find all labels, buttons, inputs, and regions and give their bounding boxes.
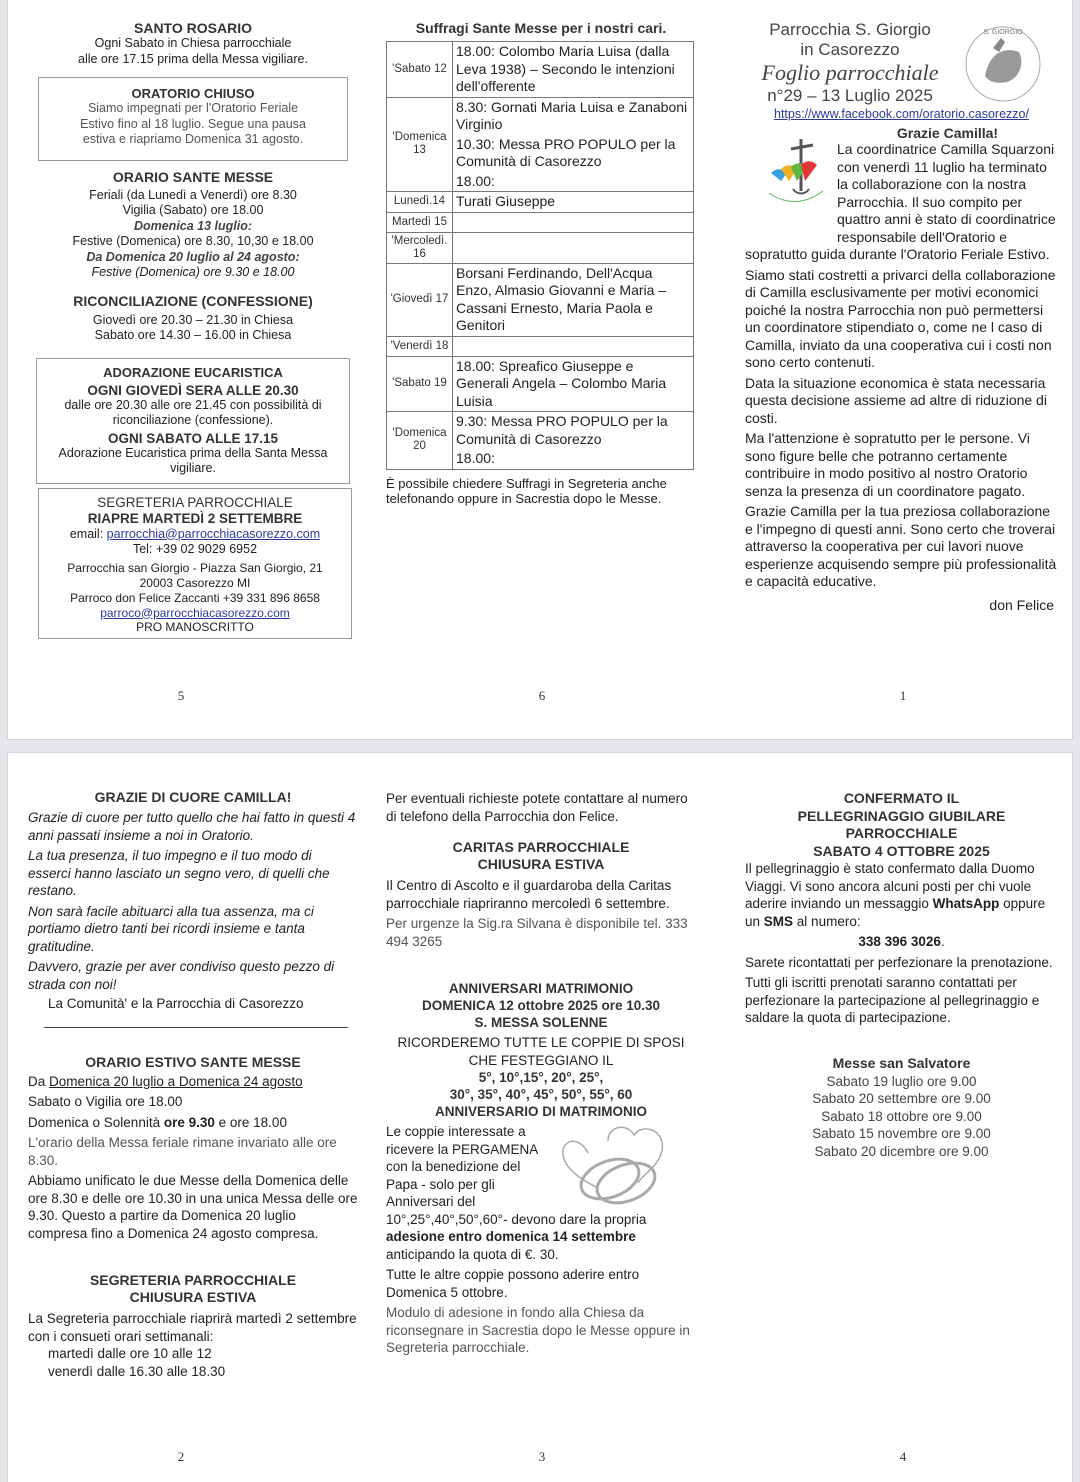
suffragi-day: 'Sabato 12 xyxy=(387,42,453,98)
suffragi-intentions xyxy=(453,97,694,192)
caritas-title: CARITAS PARROCCHIALE xyxy=(452,839,630,855)
pellegrinaggio-text2: Sarete ricontattati per perfezionare la prenotazione. xyxy=(745,954,1053,970)
salvatore-date: Sabato 20 settembre ore 9.00 xyxy=(812,1091,991,1106)
suffragi-title: Suffragi Sante Messe per i nostri cari. xyxy=(415,20,667,36)
leaflet-sheet-bottom xyxy=(7,752,1073,1482)
orario-estivo-domenica xyxy=(28,1114,358,1132)
orario-feriali: Feriali (da Lunedì a Venerdì) ore 8.30 xyxy=(89,187,297,202)
caritas-subtitle: CHIUSURA ESTIVA xyxy=(477,856,605,872)
sms-label: SMS xyxy=(763,913,794,929)
article-paragraph: Ma l'attenzione è sopratutto per le persone. Vi sono figure belle che potranno certamente contribuire in modo positivo al nostro Oratorio senza la presenza di un coordinatore pagato. xyxy=(745,430,1030,499)
suffragi-day: 'Mercoledì. 16 xyxy=(387,232,453,263)
orario-vigilia: Vigilia (Sabato) ore 18.00 xyxy=(122,203,264,217)
issue-number: n°29 – 13 Luglio 2025 xyxy=(767,86,933,105)
adorazione-giovedi-text: dalle ore 20.30 alle ore 21.45 con possibilità di riconciliazione (confessione). xyxy=(64,397,322,427)
pergamena-years: 10°,25°,40°,50°,60°- devono dare la propria xyxy=(386,1211,647,1227)
salvatore-title: Messe san Salvatore xyxy=(832,1054,971,1071)
suffragi-day: 'Domenica 13 xyxy=(387,97,453,192)
suffragi-entry: 8.30: Gornati Maria Luisa e Zanaboni Virginio xyxy=(456,98,688,132)
salvatore-date: Sabato 15 novembre ore 9.00 xyxy=(812,1126,991,1141)
suffragi-day: 'Sabato 19 xyxy=(387,356,453,412)
suffragi-row xyxy=(387,232,694,263)
riconciliazione-title: RICONCILIAZIONE (CONFESSIONE) xyxy=(73,292,313,309)
segreteria-riapre: RIAPRE MARTEDÌ 2 SETTEMBRE xyxy=(87,510,303,526)
jubilee-logo-icon xyxy=(757,133,835,211)
adorazione-sabato: OGNI SABATO ALLE 17.15 xyxy=(107,430,279,446)
suffragi-row xyxy=(387,263,694,336)
orario-estate-text: Festive (Domenica) ore 9.30 e 18.00 xyxy=(91,265,295,279)
adesione-quota: anticipando la quota di €. 30. xyxy=(386,1246,559,1262)
oratorio-line: estiva e riapriamo Domenica 31 agosto. xyxy=(82,132,304,146)
suffragi-entry xyxy=(456,338,690,355)
rosario-line: alle ore 17.15 prima della Messa vigiliare. xyxy=(78,51,308,66)
suffragi-intentions xyxy=(453,42,694,98)
page-6 xyxy=(386,0,696,739)
grazie-title: GRAZIE DI CUORE CAMILLA! xyxy=(94,789,292,805)
pellegrinaggio-text3: Tutti gli iscritti prenotati saranno contattati per perfezionare la partecipazione al pellegrinaggio e saldare la quota di partecipazione. xyxy=(745,975,1040,1025)
salvatore-date: Sabato 18 ottobre ore 9.00 xyxy=(821,1108,982,1124)
suffragi-row xyxy=(387,336,694,356)
suffragi-row xyxy=(387,192,694,213)
adesione-deadline: adesione entro domenica 14 settembre xyxy=(386,1229,636,1244)
segreteria-chiusura-text: La Segreteria parrocchiale riaprirà martedì 2 settembre con i consueti orari settimanali: xyxy=(28,1311,357,1344)
page-number: 5 xyxy=(177,688,185,703)
anniversari-title: ANNIVERSARI MATRIMONIO xyxy=(448,981,634,996)
salvatore-date: Sabato 19 luglio ore 9.00 xyxy=(826,1073,977,1089)
domenica-suffix: e ore 18.00 xyxy=(214,1114,287,1130)
page-3 xyxy=(386,753,696,1482)
suffragi-day: Lunedì.14 xyxy=(387,192,453,213)
salvatore-date: Sabato 20 dicembre ore 9.00 xyxy=(814,1143,989,1159)
suffragi-intentions xyxy=(453,356,694,412)
article-signature: don Felice xyxy=(989,596,1054,613)
suffragi-entry: 18.00: xyxy=(456,172,495,189)
segreteria-hours: martedì dalle ore 10 alle 12 xyxy=(48,1346,212,1361)
pellegrinaggio-title-line: PELLEGRINAGGIO GIUBILARE xyxy=(797,807,1006,824)
suffragi-day: Martedì 15 xyxy=(387,212,453,232)
adorazione-box xyxy=(36,358,350,484)
suffragi-row xyxy=(387,356,694,412)
article-paragraph: Siamo stati costretti a privarci della collaborazione di Camilla esclusivamente per motivi economici poiché la nostra Parrocchia non può permettersi un coordinatore stipendiato o, come ne l caso di Camilla, inviato da una cooperativa cui i costi non sono certo contenuti. xyxy=(745,266,1056,370)
adorazione-sabato-text: Adorazione Eucaristica prima della Santa Messa vigiliare. xyxy=(58,445,328,475)
oratorio-box xyxy=(38,77,348,161)
segreteria-title: SEGRETERIA PARROCCHIALE xyxy=(97,494,293,510)
leaflet-sheet-top xyxy=(7,0,1073,740)
anniversari-messa: S. MESSA SOLENNE xyxy=(474,1015,608,1030)
article-paragraph-text: La coordinatrice Camilla Squarzoni con venerdì 11 luglio ha terminato la collaborazione con la nostra Parrocchia. Il suo compito per quattro anni è stato di coordinatrice responsabile dell'Oratorio e sopratutto guida durante l'Oratorio Feriale Estivo. xyxy=(745,141,1056,262)
suffragi-entry: 18.00: Spreafico Giuseppe e Generali Angela – Colombo Maria Luisia xyxy=(456,357,667,409)
suffragi-entry xyxy=(456,214,690,231)
suffragi-table xyxy=(386,41,694,470)
page-number: 1 xyxy=(899,688,907,703)
page-number: 2 xyxy=(177,1449,185,1464)
pellegrinaggio-title-line: PARROCCHIALE xyxy=(845,825,958,841)
pellegrinaggio-title xyxy=(745,790,1058,860)
oratorio-line: Estivo fino al 18 luglio. Segue una pausa xyxy=(80,116,306,131)
pellegrinaggio-title-line: CONFERMATO IL xyxy=(843,790,960,806)
oratorio-title: ORATORIO CHIUSO xyxy=(131,86,255,101)
masthead xyxy=(745,0,1058,105)
suffragi-entry: 18.00: Colombo Maria Luisa (dalla Leva 1938) – Secondo le intenzioni dell'offerente xyxy=(456,43,675,94)
article-paragraph: Grazie Camilla per la tua preziosa collaborazione e l'impegno di questi anni. Sono certo che troverai attraverso la cooperativa per cui lavori nuove esperienze acquisendo sempre più professionalità e capacità educative. xyxy=(745,503,1057,589)
orario-estivo-sabato: Sabato o Vigilia ore 18.00 xyxy=(28,1094,183,1109)
divider xyxy=(44,1027,348,1028)
caritas-text: Il Centro di Ascolto e il guardaroba della Caritas parrocchiale riapriranno mercoledì 6 settembre. xyxy=(386,878,672,911)
suffragi-entry: Turati Giuseppe xyxy=(456,193,556,209)
segreteria-hours: venerdì dalle 16.30 alle 18.30 xyxy=(48,1363,226,1379)
whatsapp-label: WhatsApp xyxy=(932,896,1000,911)
page-number: 4 xyxy=(899,1449,907,1464)
grazie-paragraph: Grazie di cuore per tutto quello che hai fatto in questi 4 anni passati insieme a noi in Oratorio. xyxy=(28,810,356,843)
pellegrinaggio-text xyxy=(745,860,1058,930)
page-1 xyxy=(745,0,1058,739)
period-prefix: Da xyxy=(28,1073,50,1089)
suffragi-intentions xyxy=(453,336,694,356)
suffragi-entry: Borsani Ferdinando, Dell'Acqua Enzo, Almasio Giovanni e Maria – Cassani Ernesto, Maria Paola e Genitori xyxy=(456,264,667,333)
al-numero: al numero: xyxy=(793,913,861,929)
suffragi-day: 'Giovedì 17 xyxy=(387,263,453,336)
grazie-paragraph: La tua presenza, il tuo impegno e il tuo modo di esserci hanno lasciato un segno vero, di quelli che restano. xyxy=(28,848,330,898)
segreteria-address: 20003 Casorezzo MI xyxy=(139,575,251,590)
orario-section xyxy=(28,169,358,281)
article-grazie xyxy=(745,125,1058,614)
svg-text:S. GIORGIO: S. GIORGIO xyxy=(983,29,1023,36)
article-title: Grazie Camilla! xyxy=(896,125,999,141)
suffragi-entry: 18.00: xyxy=(456,450,495,466)
suffragi-intentions xyxy=(453,412,694,470)
leaflet-title: Foglio parrocchiale xyxy=(761,60,939,85)
suffragi-intentions xyxy=(453,212,694,232)
page-number: 6 xyxy=(538,688,546,703)
adorazione-title: ADORAZIONE EUCARISTICA xyxy=(103,364,283,380)
segreteria-parroco: Parroco don Felice Zaccanti +39 331 896 8658 xyxy=(70,590,320,605)
grazie-paragraph: Davvero, grazie per aver condiviso questo pezzo di strada con noi! xyxy=(28,959,335,992)
suffragi-row xyxy=(387,212,694,232)
orario-title: ORARIO SANTE MESSE xyxy=(112,168,274,185)
anniversari-intro: RICORDEREMO TUTTE LE COPPIE DI SPOSI CHE FESTEGGIANO IL xyxy=(397,1035,685,1068)
suffragi-intentions xyxy=(453,263,694,336)
anniversari-years: 5°, 10°,15°, 20°, 25°, xyxy=(478,1070,604,1085)
suffragi-intentions xyxy=(453,232,694,263)
anniversari-date: DOMENICA 12 ottobre 2025 ore 10.30 xyxy=(421,998,661,1013)
grazie-signature: La Comunità' e la Parrocchia di Casorezzo xyxy=(48,996,304,1011)
grazie-paragraph: Non sarà facile abituarci alla tua assenza, ma ci portiamo dietro tanti bei ricordi insieme e tanta gratitudine. xyxy=(28,903,314,954)
riconciliazione-section xyxy=(28,293,358,344)
suffragi-intentions xyxy=(453,192,694,213)
suffragi-row xyxy=(387,412,694,470)
wedding-rings-icon xyxy=(558,1123,678,1213)
contatti-text: Per eventuali richieste potete contattare al numero di telefono della Parrocchia don Felice. xyxy=(386,791,688,824)
suffragi-day: 'Domenica 20 xyxy=(387,412,453,470)
parroco-email-link[interactable]: parroco@parrocchiacasorezzo.com xyxy=(100,605,290,620)
pellegrinaggio-text1: Il pellegrinaggio è stato confermato dalla Duomo Viaggi. Vi sono ancora alcuni posti per chi vuole aderire inviando un messaggio xyxy=(745,861,1035,911)
segreteria-chiusura-subtitle: CHIUSURA ESTIVA xyxy=(129,1289,257,1305)
parish-seal-icon xyxy=(963,24,1043,104)
orario-dom13-label: Domenica 13 luglio: xyxy=(133,218,253,233)
period-dates: Domenica 20 luglio a Domenica 24 agosto xyxy=(49,1073,303,1089)
segreteria-address: Parrocchia san Giorgio - Piazza San Giorgio, 21 xyxy=(67,560,323,575)
orario-feriale-note: L'orario della Messa feriale rimane invariato alle ore 8.30. xyxy=(28,1135,337,1168)
salvatore-dates xyxy=(745,1073,1058,1161)
suffragi-day: 'Venerdì 18 xyxy=(387,336,453,356)
phone-number: 338 396 3026 xyxy=(858,934,941,949)
orario-dom13-text: Festive (Domenica) ore 8.30, 10,30 e 18.00 xyxy=(72,234,314,248)
article-paragraph: Data la situazione economica è stata necessaria questa decisione assieme ad altre di riduzione di costi. xyxy=(745,374,1047,426)
domenica-time: ore 9.30 xyxy=(163,1114,215,1130)
facebook-link[interactable]: https://www.facebook.com/oratorio.casorezzo/ xyxy=(774,107,1029,121)
parish-town: in Casorezzo xyxy=(800,40,900,59)
suffragi-entry xyxy=(456,239,690,256)
orario-estivo-title: ORARIO ESTIVO SANTE MESSE xyxy=(85,1053,301,1070)
segreteria-email-link[interactable]: parrocchia@parrocchiacasorezzo.com xyxy=(106,526,321,541)
oppure: oppure un xyxy=(745,896,1046,929)
suffragi-entry: 10.30: Messa PRO POPULO per la Comunità di Casorezzo xyxy=(456,135,676,169)
orario-estivo-period xyxy=(28,1073,358,1091)
suffragi-row xyxy=(387,42,694,98)
segreteria-box xyxy=(38,488,352,639)
riconciliazione-line: Giovedì ore 20.30 – 21.30 in Chiesa xyxy=(92,312,294,327)
page-number: 3 xyxy=(538,1449,546,1464)
rosario-section xyxy=(28,20,358,67)
suffragi-note: È possibile chiedere Suffragi in Segreteria anche telefonando oppure in Sacrestia dopo le Messe. xyxy=(386,475,667,506)
riconciliazione-line: Sabato ore 14.30 – 16.00 in Chiesa xyxy=(94,328,292,342)
domenica-prefix: Domenica o Solennità xyxy=(28,1114,164,1130)
altre-coppie: Tutte le altre coppie possono aderire entro Domenica 5 ottobre. xyxy=(386,1267,640,1300)
suffragi-entry: 9.30: Messa PRO POPULO per la Comunità di Casorezzo xyxy=(456,413,668,447)
anniversari-label: ANNIVERSARIO DI MATRIMONIO xyxy=(435,1104,647,1119)
pergamena-text: Le coppie interessate a ricevere la PERGAMENA con la benedizione del Papa - solo per gli Anniversari del xyxy=(386,1124,538,1209)
orario-estate-label: Da Domenica 20 luglio al 24 agosto: xyxy=(86,249,300,264)
rosario-line: Ogni Sabato in Chiesa parrocchiale xyxy=(94,36,292,50)
pergamena-block xyxy=(386,1123,696,1211)
caritas-urgenze: Per urgenze la Sig.ra Silvana è disponibile tel. 333 494 3265 xyxy=(386,916,688,949)
page-2 xyxy=(28,753,358,1482)
suffragi-row xyxy=(387,97,694,192)
pro-manoscritto: PRO MANOSCRITTO xyxy=(136,619,254,634)
pellegrinaggio-title-line: SABATO 4 OTTOBRE 2025 xyxy=(813,842,990,859)
pellegrinaggio-phone: 338 396 3026. xyxy=(858,934,945,949)
rosario-title: SANTO ROSARIO xyxy=(134,20,252,36)
oratorio-line: Siamo impegnati per l'Oratorio Feriale xyxy=(87,101,299,115)
orario-unificato-note: Abbiamo unificato le due Messe della Domenica delle ore 8.30 e delle ore 10.30 in una unica Messa delle ore 9.30. Questo a partire da Domenica 20 luglio compresa fino a Domenica 24 agosto compresa. xyxy=(28,1173,358,1241)
page-4 xyxy=(745,753,1058,1482)
segreteria-tel: Tel: +39 02 9029 6952 xyxy=(132,542,258,556)
email-label: email: xyxy=(69,526,104,541)
parish-name: Parrocchia S. Giorgio xyxy=(769,20,931,39)
page-5 xyxy=(28,0,358,739)
anniversari-years: 30°, 35°, 40°, 45°, 50°, 55°, 60 xyxy=(449,1087,633,1102)
masthead-text xyxy=(745,20,955,106)
segreteria-email-row xyxy=(43,527,347,543)
modulo-adesione: Modulo di adesione in fondo alla Chiesa da riconsegnare in Sacrestia dopo le Messe oppure in Segreteria parrocchiale. xyxy=(386,1305,690,1355)
adorazione-giovedi: OGNI GIOVEDÌ SERA ALLE 20.30 xyxy=(87,382,299,398)
segreteria-chiusura-title: SEGRETERIA PARROCCHIALE xyxy=(89,1272,297,1288)
